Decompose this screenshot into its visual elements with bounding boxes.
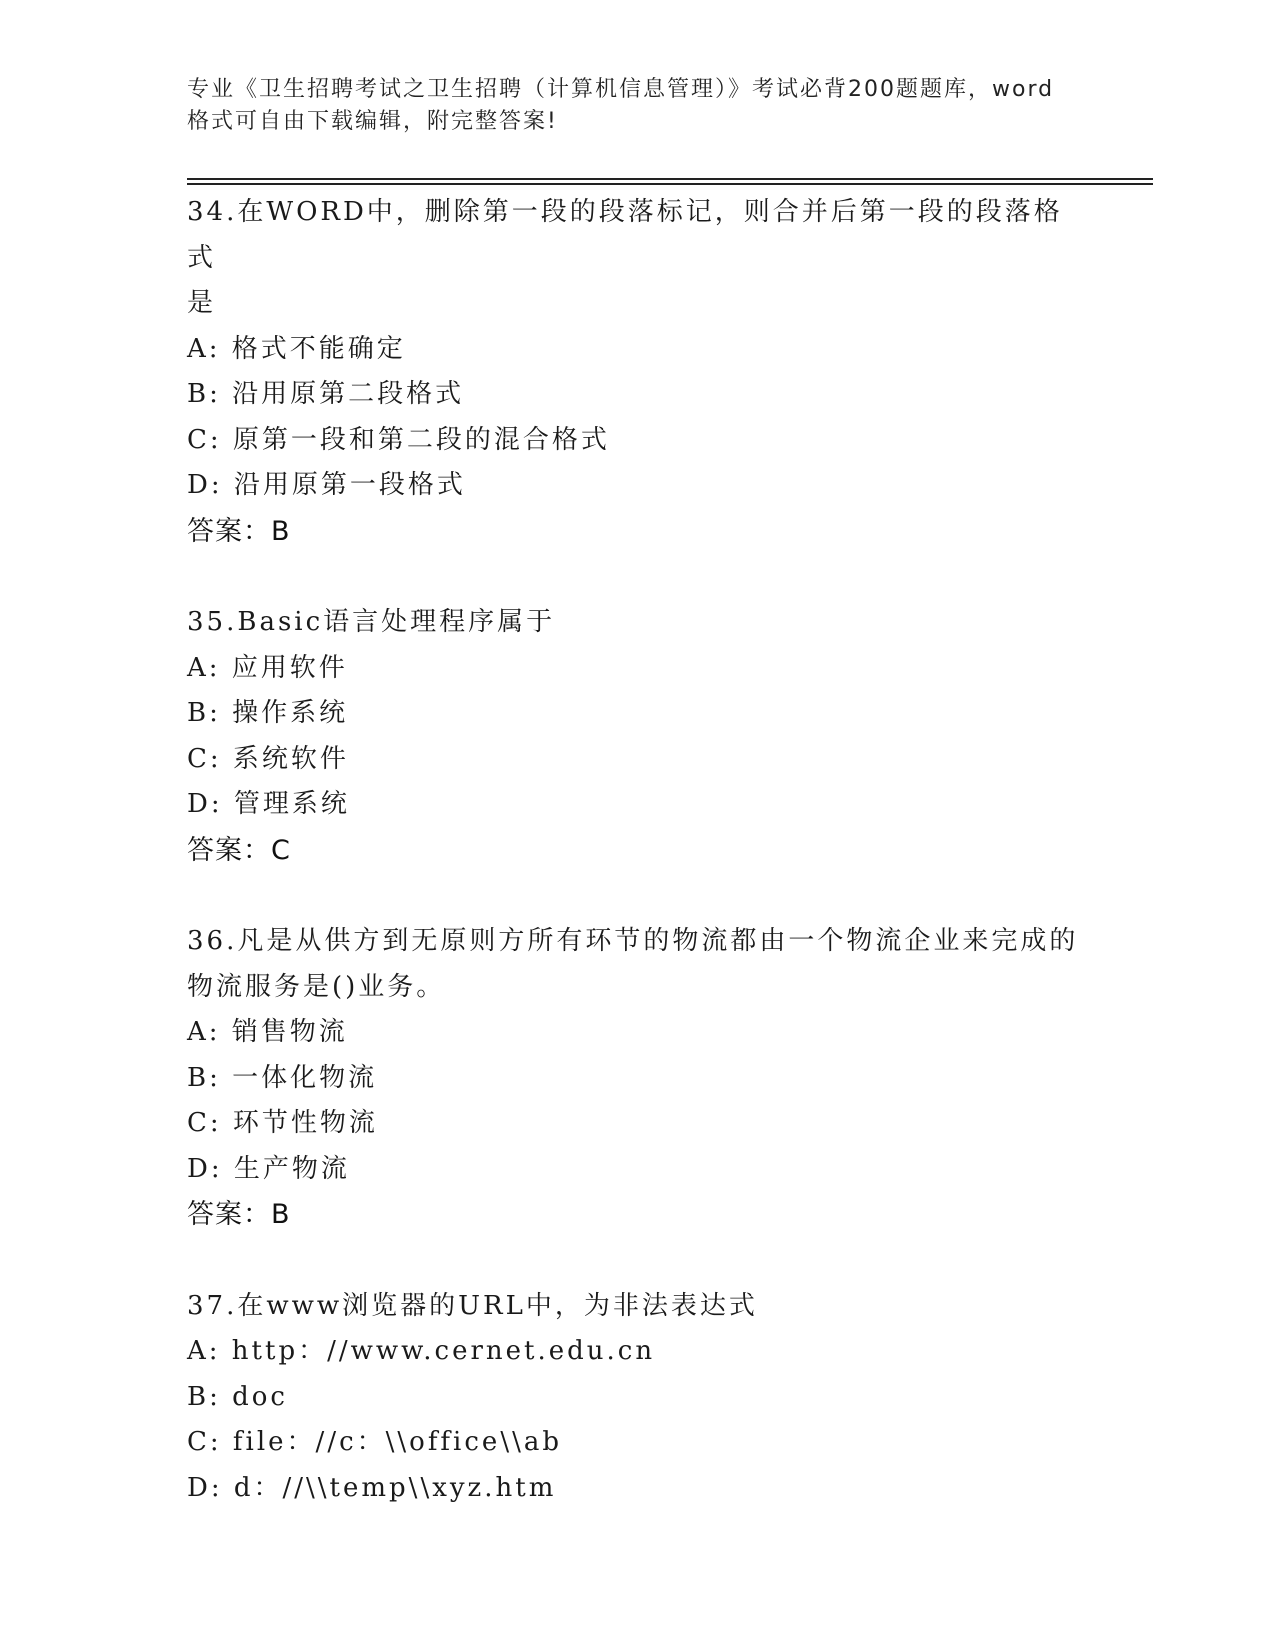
- option-b: B: 沿用原第二段格式: [187, 379, 465, 409]
- answer: 答案：B: [187, 1199, 291, 1230]
- option-a: A: 格式不能确定: [187, 333, 406, 364]
- question-36: [187, 919, 1087, 1238]
- answer: 答案：C: [187, 834, 291, 866]
- option-d: D: d：//\\temp\\xyz.htm: [187, 1472, 557, 1503]
- header-rule-top: [187, 178, 1153, 180]
- option-b: B: 操作系统: [187, 698, 349, 728]
- question-34: [187, 190, 1087, 554]
- option-c: C: 原第一段和第二段的混合格式: [187, 424, 610, 455]
- question-37: [187, 1284, 1087, 1512]
- header-line-2: 格式可自由下载编辑，附完整答案!: [187, 109, 558, 134]
- option-a: A: http：//www.cernet.edu.cn: [187, 1336, 656, 1366]
- question-stem: 34.在WORD中，删除第一段的段落标记，则合并后第一段的段落格式: [187, 197, 1063, 273]
- header-line-1: 专业《卫生招聘考试之卫生招聘（计算机信息管理）》考试必背200题题库，word: [187, 77, 1055, 102]
- answer: 答案：B: [187, 515, 291, 547]
- question-stem: 35.Basic语言处理程序属于: [187, 607, 556, 637]
- header-rule-bottom: [187, 183, 1153, 185]
- question-stem: 37.在www浏览器的URL中，为非法表达式: [187, 1290, 758, 1321]
- option-a: A: 销售物流: [187, 1017, 348, 1047]
- option-b: B: 一体化物流: [187, 1062, 378, 1093]
- option-c: C: 环节性物流: [187, 1108, 378, 1138]
- option-c: C: file：//c：\\office\\ab: [187, 1427, 562, 1457]
- question-stem: 36.凡是从供方到无原则方所有环节的物流都由一个物流企业来完成的: [187, 926, 1079, 956]
- question-35: [187, 600, 1087, 873]
- option-c: C: 系统软件: [187, 743, 349, 774]
- option-d: D: 管理系统: [187, 789, 350, 819]
- document-header: [187, 74, 1087, 138]
- question-list: [187, 190, 1087, 1557]
- option-d: D: 沿用原第一段格式: [187, 470, 466, 500]
- option-a: A: 应用软件: [187, 652, 348, 683]
- question-stem-continued: 物流服务是()业务。: [187, 971, 446, 1002]
- option-b: B: doc: [187, 1381, 288, 1412]
- option-d: D: 生产物流: [187, 1153, 350, 1184]
- question-stem-continued: 是: [187, 288, 217, 318]
